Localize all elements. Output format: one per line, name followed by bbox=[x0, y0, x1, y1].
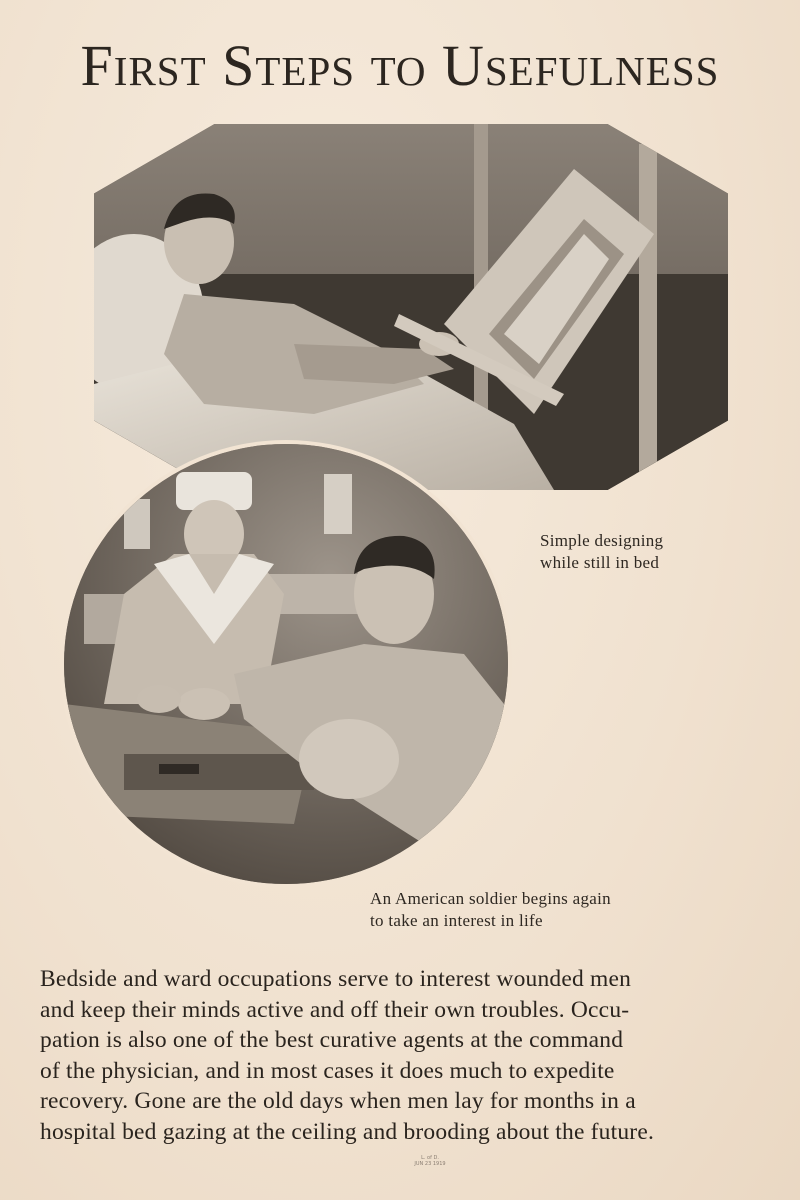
caption-line: An American soldier begins again bbox=[370, 889, 611, 908]
body-line: recovery. Gone are the old days when men lay for months in a bbox=[40, 1088, 636, 1114]
body-paragraph bbox=[40, 964, 764, 1147]
body-line: pation is also one of the best curative agents at the command bbox=[40, 1027, 624, 1053]
top-photo-caption bbox=[540, 530, 663, 574]
stamp-line: JUN 23 1919 bbox=[414, 1161, 446, 1167]
bedridden-soldier-drawing-photo-icon bbox=[94, 124, 728, 490]
library-stamp bbox=[400, 1155, 460, 1167]
caption-line: Simple designing bbox=[540, 531, 664, 550]
body-line: of the physician, and in most cases it does much to expedite bbox=[40, 1057, 615, 1084]
caption-line: to take an interest in life bbox=[370, 911, 543, 930]
nurse-and-soldier-weaving-photo-icon bbox=[64, 444, 508, 884]
stamp-line: L. of D. bbox=[421, 1155, 439, 1161]
body-line: Bedside and ward occupations serve to interest wounded men bbox=[40, 966, 632, 992]
circle-photo bbox=[64, 444, 508, 884]
top-photo bbox=[94, 124, 728, 490]
poster-title: First Steps to Usefulness bbox=[80, 33, 720, 98]
body-line: and keep their minds active and off their own troubles. Occu- bbox=[40, 996, 630, 1023]
circle-photo-caption bbox=[370, 888, 611, 932]
caption-line: while still in bed bbox=[540, 553, 660, 572]
body-line: hospital bed gazing at the ceiling and brooding about the future. bbox=[40, 1118, 655, 1145]
